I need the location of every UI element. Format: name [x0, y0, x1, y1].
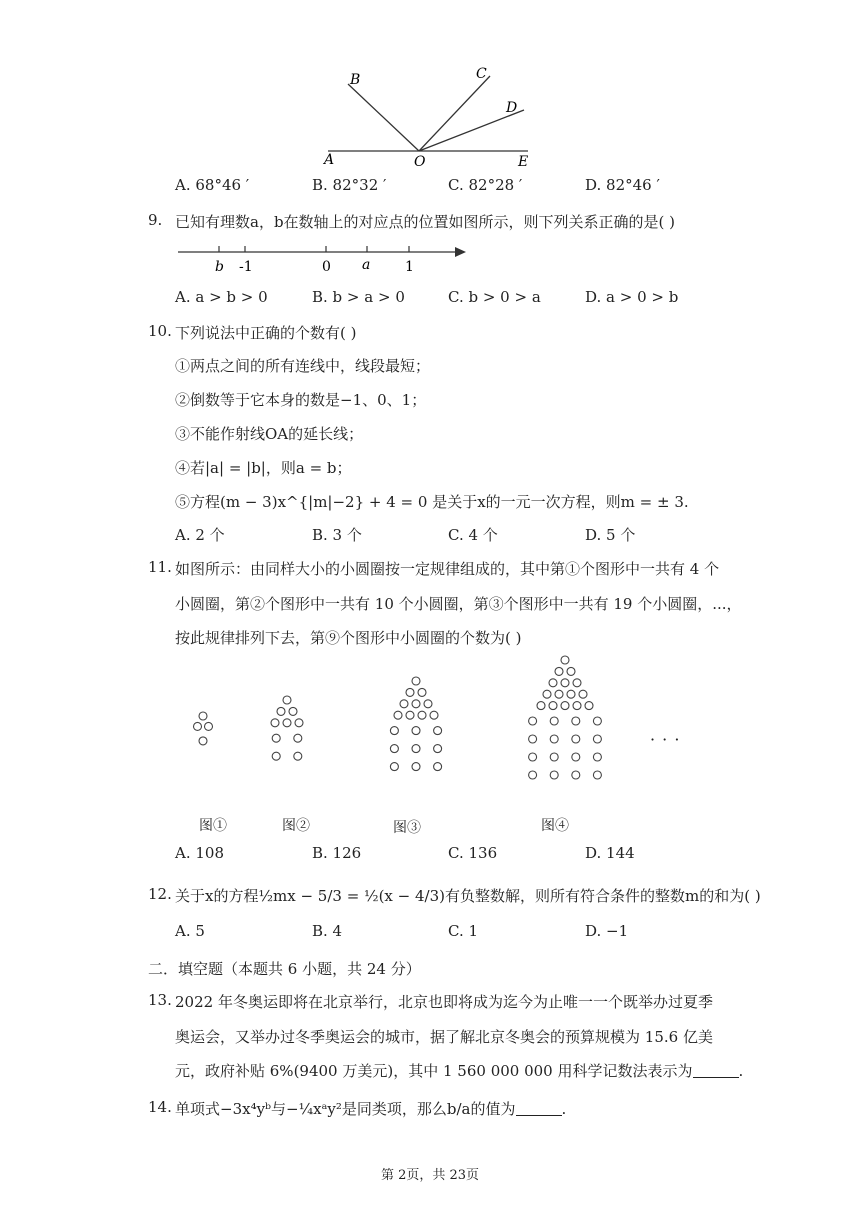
circle-fig2 [272, 734, 280, 742]
q12-option-c: C. 1 [448, 922, 479, 940]
circle-fig2 [277, 707, 285, 715]
q12-option-b: B. 4 [312, 922, 343, 940]
number-line [176, 240, 471, 276]
circle-fig3 [418, 688, 426, 696]
label-b: B [350, 72, 361, 88]
label-o: O [414, 154, 426, 170]
q9-option-a: A. a > b > 0 [175, 288, 268, 306]
q11-option-c: C. 136 [448, 844, 498, 862]
circle-fig3 [412, 727, 420, 735]
q13-line-1: 2022 年冬奥运即将在北京举行，北京也即将成为迄今为止唯一一个既举办过夏季 [175, 993, 713, 1011]
figure-label-4: 图④ [541, 818, 569, 834]
circle-fig2 [289, 707, 297, 715]
q10-item-1: ①两点之间的所有连线中，线段最短； [175, 357, 431, 375]
circle-pattern-figure [180, 650, 700, 790]
circle-fig4 [572, 735, 580, 743]
ellipsis: · · · [650, 730, 681, 749]
label-d: D [506, 100, 518, 116]
circle-fig2 [294, 752, 302, 760]
q12-text: 关于x的方程½mx − 5/3 = ½(x − 4/3)有负整数解，则所有符合条件的整数m的和为( ) [175, 887, 761, 905]
q10-option-a: A. 2 个 [175, 526, 225, 544]
circle-fig3 [412, 745, 420, 753]
circle-fig3 [412, 700, 420, 708]
q10-item-3: ③不能作射线OA的延长线； [175, 425, 364, 443]
circle-fig4 [579, 690, 587, 698]
circle-fig4 [529, 771, 537, 779]
axis-label-1: 1 [405, 259, 414, 275]
circle-fig4 [561, 702, 569, 710]
q11-option-a: A. 108 [175, 844, 224, 862]
q10-item-2: ②倒数等于它本身的数是−1、0、1； [175, 391, 427, 409]
circle-fig4 [561, 656, 569, 664]
q12-number: 12. [148, 885, 172, 903]
circle-fig1 [199, 737, 207, 745]
circle-fig4 [573, 702, 581, 710]
circle-fig4 [593, 735, 601, 743]
q10-option-c: C. 4 个 [448, 526, 498, 544]
circle-fig4 [572, 753, 580, 761]
circle-fig4 [567, 690, 575, 698]
circle-fig4 [529, 753, 537, 761]
circle-fig4 [573, 679, 581, 687]
q14-number: 14. [148, 1098, 172, 1116]
section-heading: 二．填空题（本题共 6 小题，共 24 分） [148, 960, 421, 978]
label-e: E [518, 154, 529, 170]
q13-line-2: 奥运会，又举办过冬季奥运会的城市，据了解北京冬奥会的预算规模为 15.6 亿美 [175, 1028, 713, 1046]
q13-number: 13. [148, 991, 172, 1009]
circle-fig3 [390, 727, 398, 735]
axis-label-0: 0 [322, 259, 331, 275]
circle-fig2 [272, 752, 280, 760]
q9-number: 9. [148, 211, 163, 229]
q10-text: 下列说法中正确的个数有( ) [175, 324, 357, 342]
circle-fig4 [555, 690, 563, 698]
circle-fig3 [394, 711, 402, 719]
circle-fig2 [294, 734, 302, 742]
circle-fig4 [529, 717, 537, 725]
circle-fig4 [549, 702, 557, 710]
page-footer: 第 2页，共 23页 [380, 1168, 480, 1183]
q13-line-3: 元，政府补贴 6%(9400 万美元)，其中 1 560 000 000 用科学记数法表示为 [175, 1062, 693, 1080]
q8-option-a: A. 68°46 ′ [175, 176, 250, 194]
figure-label-1: 图① [199, 818, 227, 834]
q8-option-c: C. 82°28 ′ [448, 176, 523, 194]
circle-fig4 [537, 702, 545, 710]
q10-option-d: D. 5 个 [585, 526, 636, 544]
circle-fig3 [390, 745, 398, 753]
q12-option-d: D. −1 [585, 922, 629, 940]
circle-fig2 [295, 719, 303, 727]
angle-figure [318, 62, 538, 170]
circle-fig4 [550, 753, 558, 761]
label-a: A [324, 152, 335, 168]
circle-fig3 [434, 745, 442, 753]
circle-fig4 [555, 667, 563, 675]
q11-line-3: 按此规律排列下去，第⑨个图形中小圆圈的个数为( ) [175, 629, 522, 647]
label-c: C [476, 66, 487, 82]
circle-fig3 [406, 688, 414, 696]
q14-answer-blank[interactable] [516, 1101, 562, 1116]
circle-fig3 [434, 727, 442, 735]
circle-fig3 [406, 711, 414, 719]
circle-fig3 [424, 700, 432, 708]
q10-item-4: ④若|a| = |b|，则a = b； [175, 459, 352, 477]
figure-label-3: 图③ [393, 820, 421, 836]
q11-line-1: 如图所示：由同样大小的小圆圈按一定规律组成的，其中第①个图形中一共有 4 个 [175, 560, 720, 578]
circle-fig1 [194, 722, 202, 730]
circle-fig4 [550, 735, 558, 743]
circle-fig4 [593, 753, 601, 761]
q9-option-b: B. b > a > 0 [312, 288, 405, 306]
q8-option-b: B. 82°32 ′ [312, 176, 387, 194]
q11-option-d: D. 144 [585, 844, 635, 862]
circle-fig2 [283, 719, 291, 727]
q10-item-5: ⑤方程(m − 3)x^{|m|−2} + 4 = 0 是关于x的一元一次方程，则m = ± 3. [175, 493, 689, 511]
circle-fig3 [390, 763, 398, 771]
circle-fig4 [550, 771, 558, 779]
q13-line-3-wrap: 元，政府补贴 6%(9400 万美元)，其中 1 560 000 000 用科学记数法表示为 . [175, 1062, 744, 1080]
q13-answer-blank[interactable] [693, 1063, 739, 1078]
axis-label-neg1: -1 [239, 259, 253, 275]
circle-fig4 [572, 771, 580, 779]
axis-label-a: a [362, 257, 371, 273]
circle-fig3 [400, 700, 408, 708]
q9-option-d: D. a > 0 > b [585, 288, 679, 306]
q12-option-a: A. 5 [175, 922, 205, 940]
circle-fig4 [567, 667, 575, 675]
q11-line-2: 小圆圈，第②个图形中一共有 10 个小圆圈，第③个图形中一共有 19 个小圆圈，...， [175, 595, 742, 613]
q11-number: 11. [148, 558, 172, 576]
figure-label-2: 图② [282, 818, 310, 834]
q10-number: 10. [148, 322, 172, 340]
circle-fig2 [283, 696, 291, 704]
q14-wrap: 单项式−3x⁴yᵇ与−¼xᵃy²是同类项，那么b/a的值为 . [175, 1100, 567, 1118]
circle-fig3 [418, 711, 426, 719]
circle-fig4 [593, 717, 601, 725]
circle-fig4 [549, 679, 557, 687]
circle-fig4 [593, 771, 601, 779]
circle-fig4 [529, 735, 537, 743]
circle-fig1 [199, 712, 207, 720]
circle-fig2 [271, 719, 279, 727]
circle-fig3 [430, 711, 438, 719]
q9-text: 已知有理数a，b在数轴上的对应点的位置如图所示，则下列关系正确的是( ) [175, 213, 676, 231]
circle-fig3 [412, 677, 420, 685]
circle-fig1 [205, 722, 213, 730]
circle-fig3 [412, 763, 420, 771]
circle-fig4 [550, 717, 558, 725]
q14-text: 单项式−3x⁴yᵇ与−¼xᵃy²是同类项，那么b/a的值为 [175, 1100, 516, 1118]
circle-fig4 [585, 702, 593, 710]
q10-option-b: B. 3 个 [312, 526, 362, 544]
q9-option-c: C. b > 0 > a [448, 288, 541, 306]
circle-fig3 [434, 763, 442, 771]
axis-label-b: b [215, 259, 224, 275]
circle-fig4 [572, 717, 580, 725]
q8-option-d: D. 82°46 ′ [585, 176, 660, 194]
q11-option-b: B. 126 [312, 844, 362, 862]
circle-fig4 [543, 690, 551, 698]
circle-fig4 [561, 679, 569, 687]
